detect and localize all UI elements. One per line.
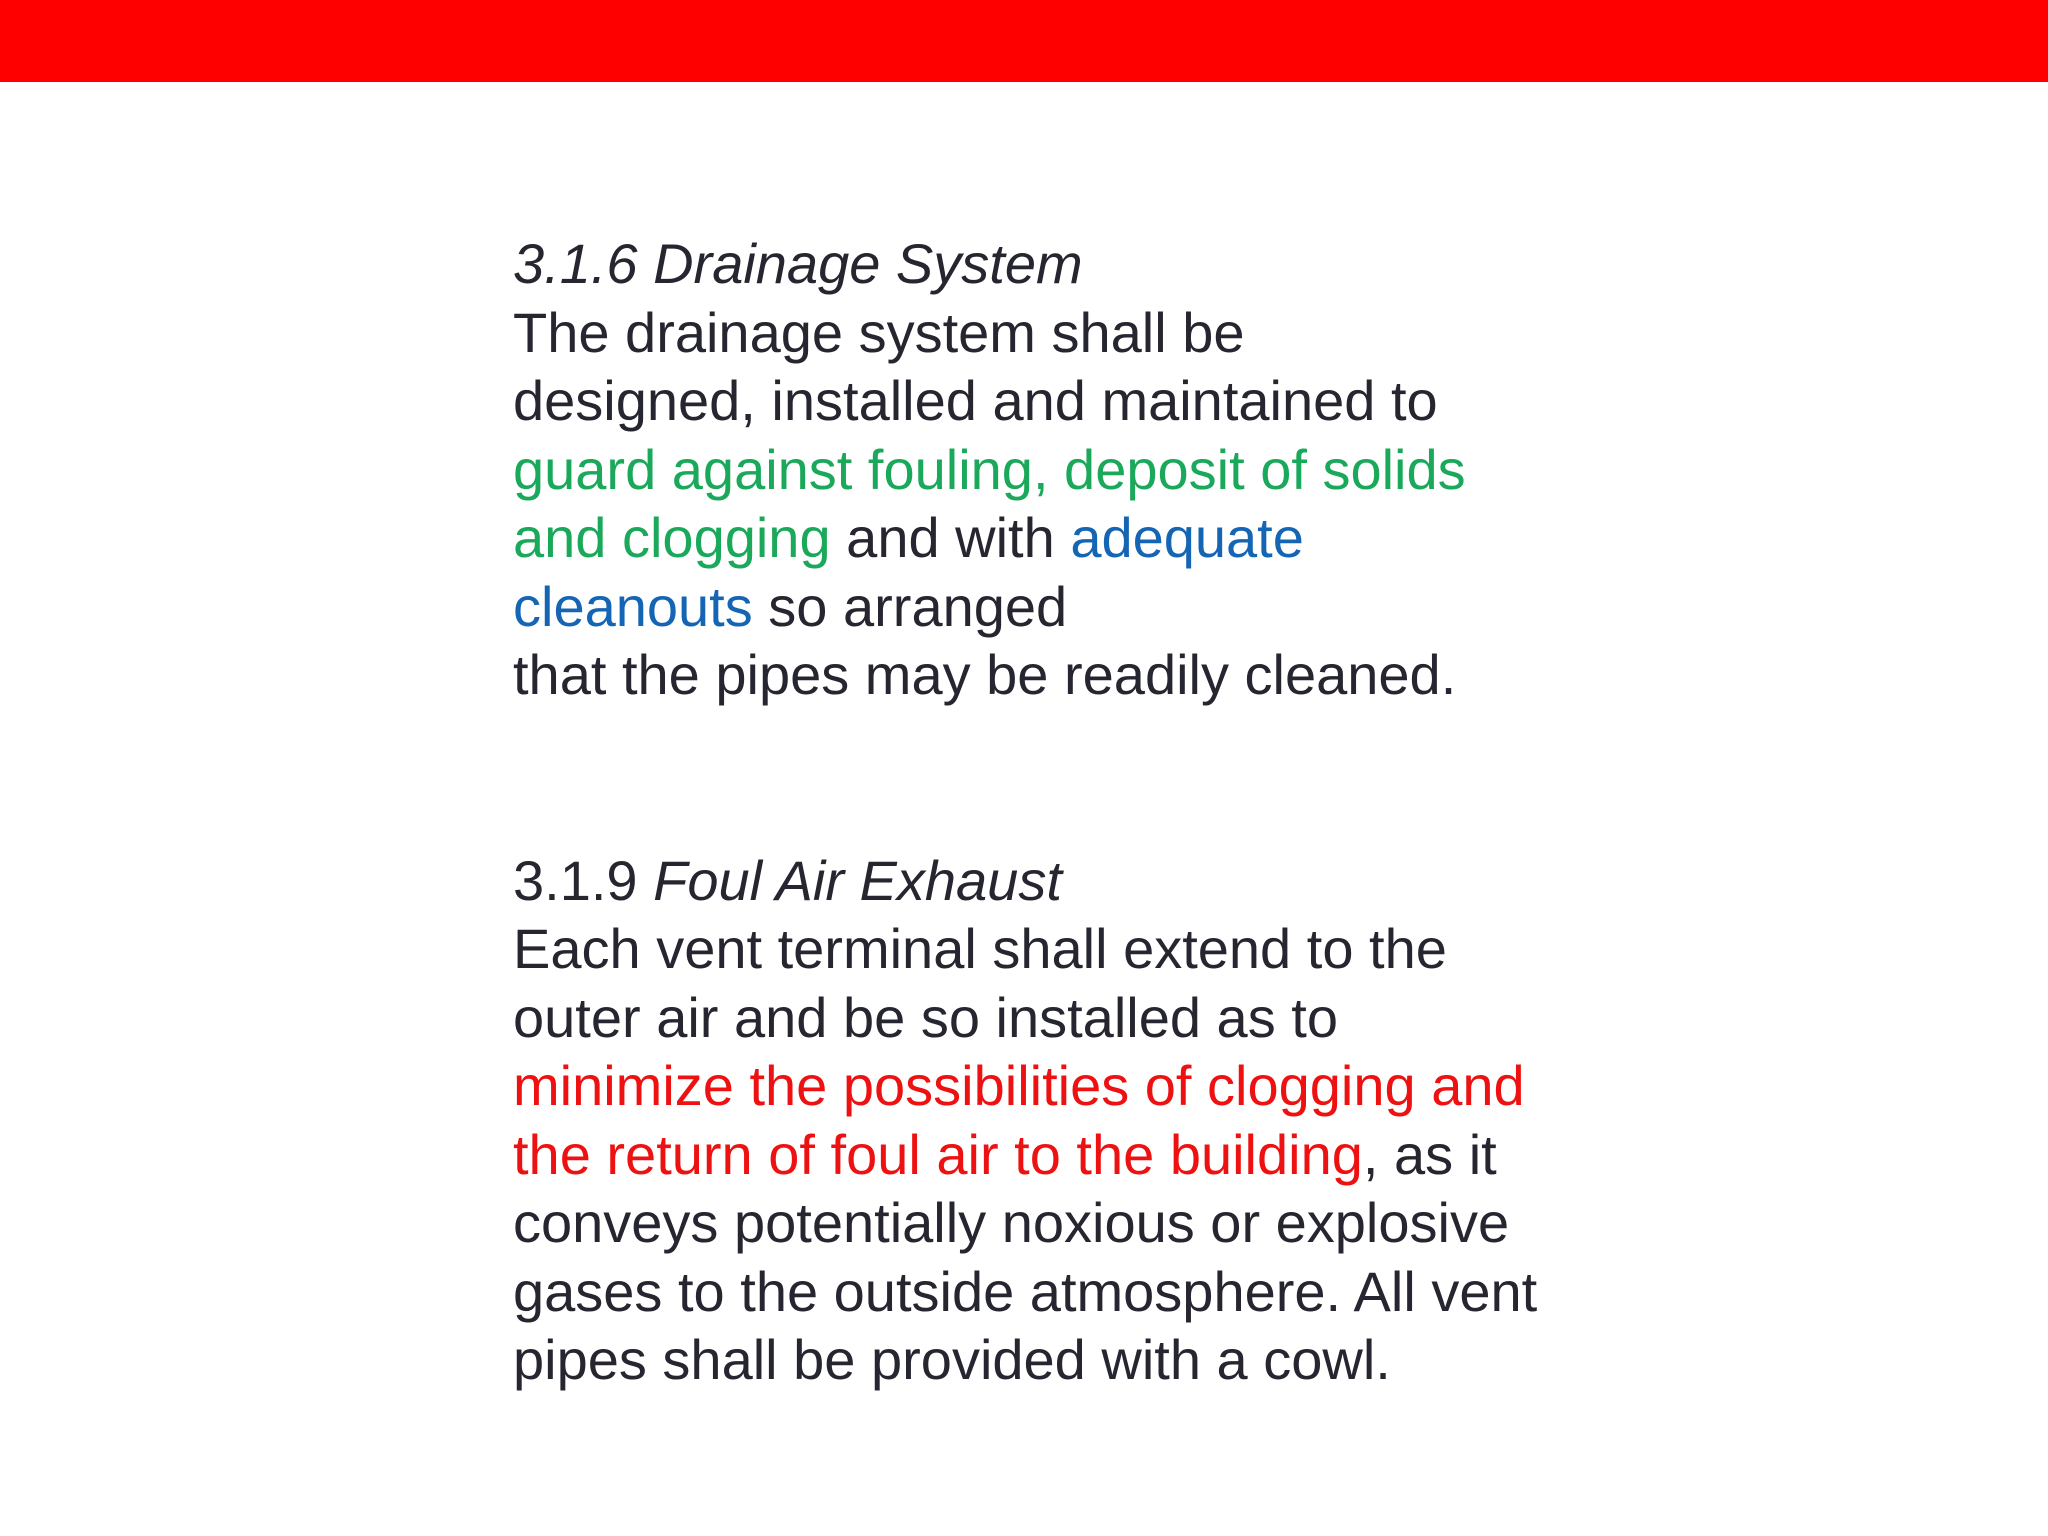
drainage-line-6: that the pipes may be readily cleaned. [513, 643, 1457, 706]
drainage-line-1: The drainage system shall be [513, 300, 1245, 364]
foul-air-line-3-highlight: minimize the possibilities of clogging and [513, 1054, 1525, 1117]
top-bar [0, 0, 2048, 82]
foul-air-line-2: outer air and be so installed as to [513, 985, 1338, 1049]
drainage-line-2: designed, installed and maintained to [513, 369, 1438, 432]
drainage-highlight-clogging: and clogging [513, 506, 831, 569]
foul-air-line-6: gases to the outside atmosphere. All vent [513, 1259, 1538, 1323]
section-heading-drainage: 3.1.6 Drainage System [513, 232, 1083, 295]
drainage-highlight-adequate: adequate [1070, 506, 1304, 569]
section-spacer [513, 710, 1613, 847]
foul-air-heading-number: 3.1.9 [513, 848, 654, 912]
drainage-line-3-highlight: guard against fouling, deposit of solids [513, 437, 1466, 501]
foul-air-line-7: pipes shall be provided with a cowl. [513, 1328, 1391, 1391]
foul-air-line-1: Each vent terminal shall extend to the [513, 917, 1447, 980]
foul-air-highlight-return: the return of foul air to the building [513, 1122, 1363, 1186]
drainage-line-5 [513, 573, 1613, 642]
drainage-highlight-cleanouts: cleanouts [513, 574, 753, 638]
section-heading-foul-air [513, 847, 1613, 916]
foul-air-line-5: conveys potentially noxious or explosive [513, 1191, 1510, 1254]
drainage-line-4 [513, 504, 1613, 573]
drainage-text-and-with: and with [830, 506, 1071, 569]
document-body [513, 230, 1613, 1395]
foul-air-heading-title: Foul Air Exhaust [653, 848, 1062, 912]
drainage-text-so-arranged: so arranged [752, 574, 1068, 638]
foul-air-line-4 [513, 1121, 1613, 1190]
foul-air-text-as-it: , as it [1362, 1122, 1497, 1186]
